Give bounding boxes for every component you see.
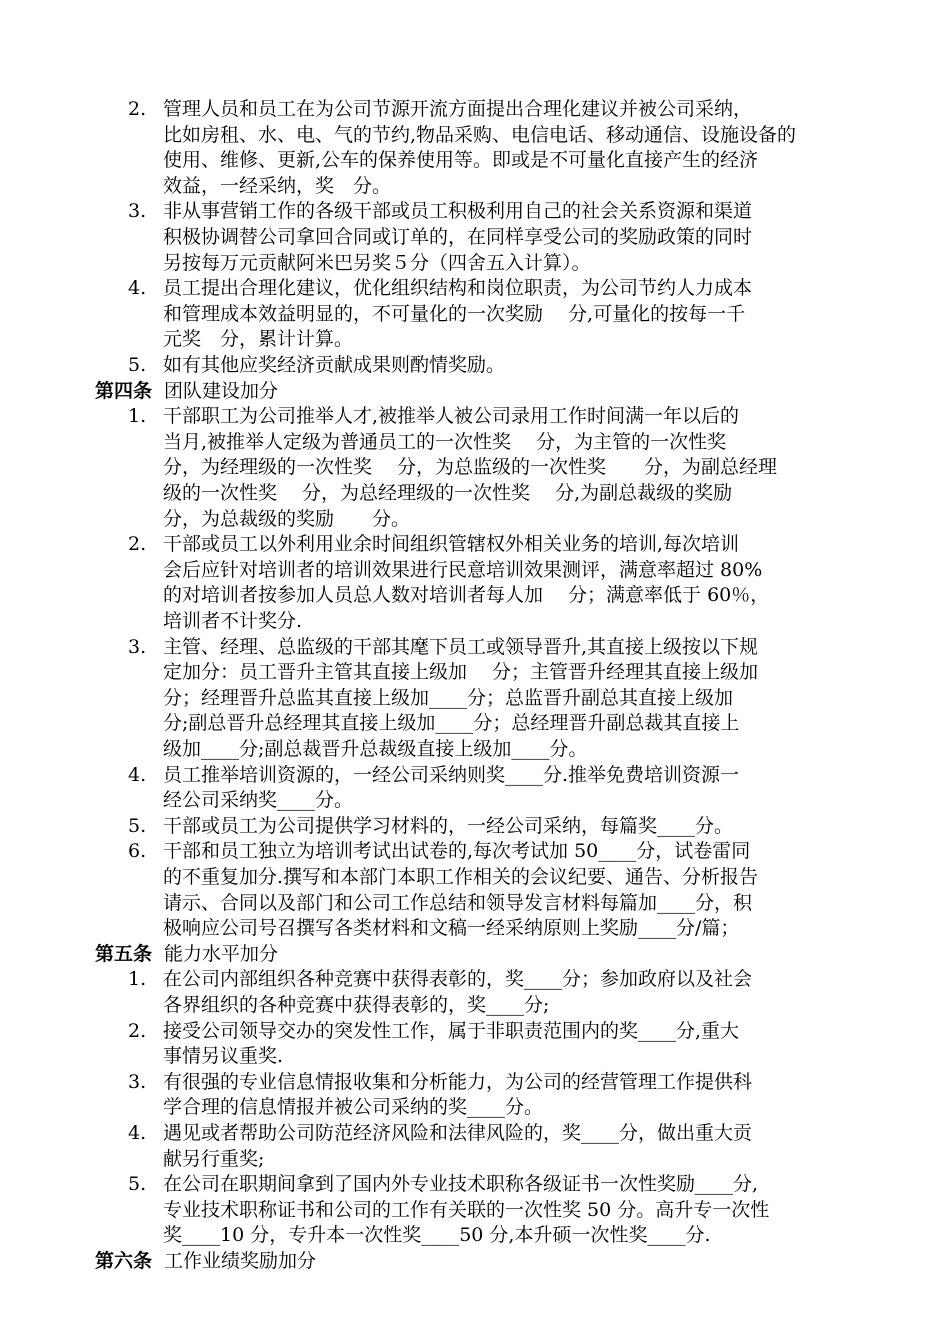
item-text-line: 献另行重奖; [163,1147,265,1170]
item-number: 3. [128,200,147,223]
item-text-line: 非从事营销工作的各级干部或员工积极利用自己的社会关系资源和渠道 [163,200,753,223]
item-text-line: 积极协调替公司拿回合同或订单的，在同样享受公司的奖励政策的同时 [163,226,753,248]
item-number: 5. [128,1173,147,1196]
item-text-line: 干部或员工为公司提供学习材料的，一经公司采纳，每篇奖____分。 [163,814,734,837]
item-text-line: 有很强的专业信息情报收集和分析能力，为公司的经营管理工作提供科 [163,1070,753,1093]
item-text-line: 定加分：员工晋升主管其直接上级加 分；主管晋升经理其直接上级加 [163,661,759,684]
item-text-line: 会后应针对培训者的培训效果进行民意培训效果测评，满意率超过 80% [163,558,763,581]
item-text-line: 员工提出合理化建议，优化组织结构和岗位职责，为公司节约人力成本 [163,277,753,300]
item-text-line: 主管、经理、总监级的干部其麾下员工或领导晋升,其直接上级按以下规 [163,635,759,658]
item-text-line: 员工推举培训资源的，一经公司采纳则奖____分.推举免费培训资源一 [163,763,740,786]
item-text-line: 当月,被推举人定级为普通员工的一次性奖 分，为主管的一次性奖 [163,430,727,453]
item-text-line: 干部或员工以外利用业余时间组织管辖权外相关业务的培训,每次培训 [163,533,740,556]
item-number: 6. [128,840,147,863]
item-text-line: 级加____分;副总裁晋升总裁级直接上级加____分。 [163,738,588,760]
item-text-line: 专业技术职称证书和公司的工作有关联的一次性奖 50 分。高升专一次性 [163,1198,770,1221]
item-text-line: 在公司在职期间拿到了国内外专业技术职称各级证书一次性奖励____分, [163,1173,759,1196]
item-text-line: 分;副总晋升总经理其直接上级加____分；总经理晋升副总裁其直接上 [163,712,740,735]
section-heading [95,1249,316,1274]
item-text-line: 另按每万元贡献阿米巴另奖５分（四舍五入计算）。 [163,251,591,274]
item-text-line: 和管理成本效益明显的，不可量化的一次奖励 分,可量化的按每一千 [163,302,746,325]
item-text-line: 培训者不计奖分. [163,610,303,632]
item-text-line: 遇见或者帮助公司防范经济风险和法律风险的，奖____分，做出重大贡 [163,1122,753,1144]
item-text-line: 干部和员工独立为培训考试出试卷的,每次考试加 50____分，试卷雷同 [163,840,751,863]
section-heading [95,942,278,967]
item-number: 1. [128,405,147,428]
item-text-line: 在公司内部组织各种竞赛中获得表彰的，奖____分；参加政府以及社会 [163,968,753,991]
item-number: 5. [128,814,147,837]
section-label: 第五条 [95,942,153,965]
item-text-line: 使用、维修、更新,公车的保养使用等。即或是不可量化直接产生的经济 [163,149,759,172]
item-text-line: 经公司采纳奖____分。 [163,789,354,812]
item-number: 2. [128,98,147,120]
item-text-line: 元奖 分，累计计算。 [163,328,354,351]
section-heading [95,379,278,404]
item-number: 4. [128,763,147,786]
item-number: 4. [128,277,147,300]
item-text-line: 事情另议重奖. [163,1045,284,1068]
item-text-line: 效益，一经采纳，奖 分。 [163,174,392,197]
item-text-line: 级的一次性奖 分，为总经理级的一次性奖 分,为副总裁级的奖励 [163,482,733,504]
item-text-line: 的不重复加分.撰写和本部门本职工作相关的会议纪要、通告、分析报告 [163,866,759,888]
item-text-line: 请示、合同以及部门和公司工作总结和领导发言材料每篇加____分，积 [163,891,753,914]
item-number: 3. [128,635,147,658]
item-text-line: 比如房租、水、电、气的节约,物品采购、电信电话、移动通信、设施设备的 [163,123,797,146]
section-title: 团队建设加分 [158,379,279,402]
item-number: 1. [128,968,147,991]
item-text-line: 如有其他应奖经济贡献成果则酌情奖励。 [163,354,506,376]
item-number: 2. [128,1019,147,1042]
section-label: 第六条 [95,1250,153,1272]
item-text-line: 学合理的信息情报并被公司采纳的奖____分。 [163,1096,544,1119]
item-text-line: 的对培训者按参加人员总人数对培训者每人加 分；满意率低于 60％， [163,584,770,607]
item-number: 5. [128,354,147,376]
item-text-line: 干部职工为公司推举人才,被推举人被公司录用工作时间满一年以后的 [163,405,740,428]
section-title: 能力水平加分 [158,942,279,965]
item-number: 2. [128,533,147,556]
item-text-line: 分，为总裁级的奖励 分。 [163,507,411,530]
item-number: 4. [128,1122,147,1144]
item-text-line: 接受公司领导交办的突发性工作，属于非职责范围内的奖____分,重大 [163,1019,740,1042]
item-text-line: 管理人员和员工在为公司节源开流方面提出合理化建议并被公司采纳， [163,98,753,120]
item-number: 3. [128,1070,147,1093]
item-text-line: 分，为经理级的一次性奖 分，为总监级的一次性奖 分，为副总经理 [163,456,778,479]
section-label: 第四条 [95,379,153,402]
item-text-line: 奖____10 分，专升本一次性奖____50 分,本升硕一次性奖____分. [163,1224,711,1247]
item-text-line: 极响应公司号召撰写各类材料和文稿一经采纳原则上奖励____分/篇； [163,917,740,940]
item-text-line: 各界组织的各种竞赛中获得表彰的，奖____分; [163,994,550,1016]
item-text-line: 分；经理晋升总监其直接上级加____分；总监晋升副总其直接上级加 [163,686,734,709]
section-title: 工作业绩奖励加分 [158,1250,317,1272]
